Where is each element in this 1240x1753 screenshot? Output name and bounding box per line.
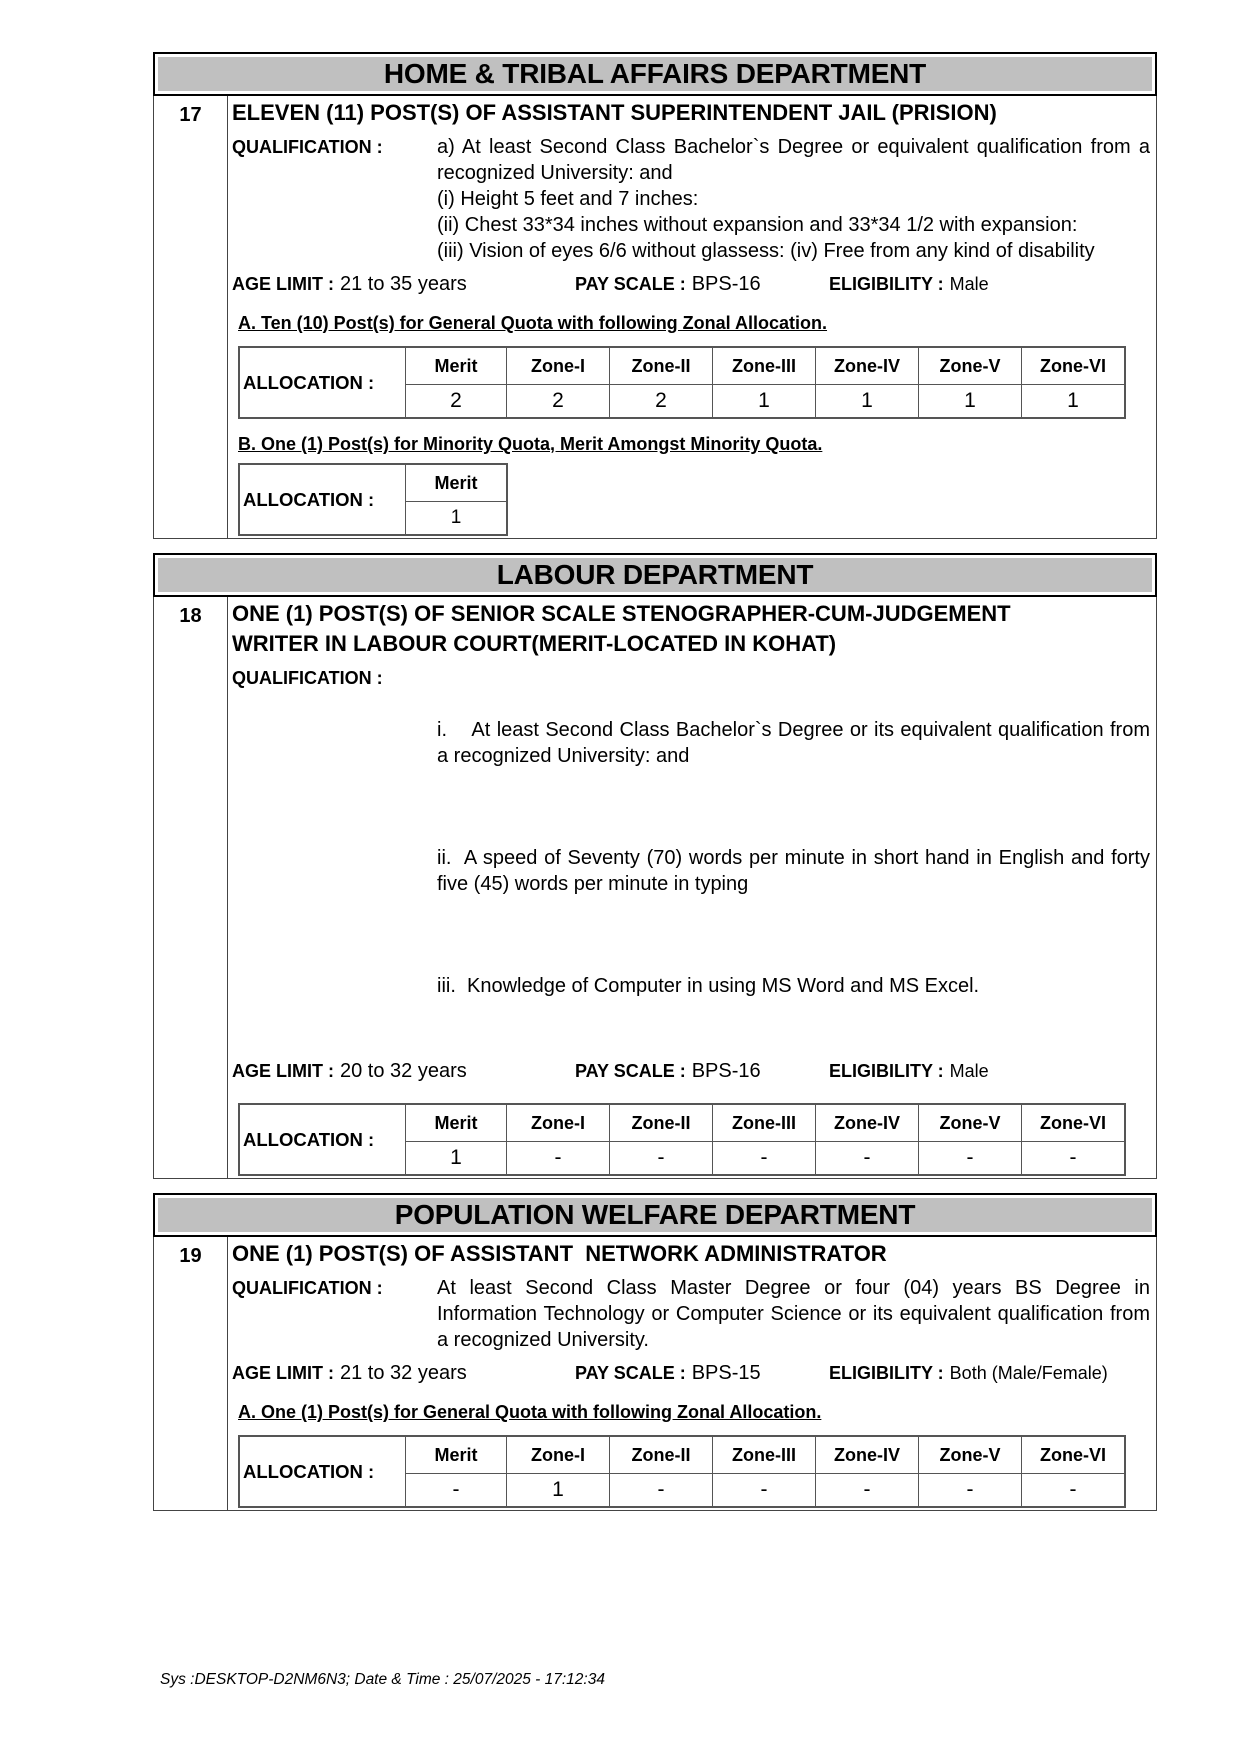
post-meta-row — [232, 270, 1150, 298]
allocation-value: - — [610, 1474, 713, 1508]
eligibility — [829, 1057, 1150, 1085]
qualification-label: QUALIFICATION : — [232, 137, 383, 157]
allocation-label: ALLOCATION : — [239, 464, 406, 535]
allocation-table — [238, 463, 508, 536]
allocation-value: 2 — [610, 385, 713, 419]
allocation-table — [238, 346, 1126, 419]
post-section-19 — [153, 1237, 1157, 1511]
qualification-text — [437, 665, 1156, 1051]
department-header-home-tribal — [153, 52, 1157, 96]
qualification-line: i. At least Second Class Bachelor`s Degree or its equivalent qualification from a recognized University: and — [437, 719, 1156, 767]
department-title: HOME & TRIBAL AFFAIRS DEPARTMENT — [158, 57, 1152, 91]
post-title: ELEVEN (11) POST(S) OF ASSISTANT SUPERINTENDENT JAIL (PRISION) — [232, 100, 997, 125]
eligibility-value: Male — [949, 1061, 989, 1081]
allocation-value: - — [1022, 1474, 1126, 1508]
column-header: Zone-I — [507, 1436, 610, 1474]
eligibility-value: Male — [949, 274, 989, 294]
pay-scale-label: PAY SCALE : — [575, 1363, 686, 1383]
age-limit-value: 21 to 35 years — [340, 273, 467, 295]
post-meta-row — [232, 1057, 1150, 1085]
department-title: POPULATION WELFARE DEPARTMENT — [158, 1198, 1152, 1232]
allocation-label: ALLOCATION : — [239, 347, 406, 418]
eligibility-label: ELIGIBILITY : — [829, 1363, 944, 1383]
qualification-line: (ii) Chest 33*34 inches without expansion and 33*34 1/2 with expansion: — [437, 214, 1078, 236]
qualification-text — [437, 1275, 1150, 1353]
post-number: 17 — [154, 96, 228, 538]
column-header: Zone-II — [610, 1436, 713, 1474]
allocation-value: - — [406, 1474, 507, 1508]
age-limit — [232, 270, 575, 298]
post-title-line-1: ONE (1) POST(S) OF SENIOR SCALE STENOGRAPHER-CUM-JUDGEMENT — [232, 601, 1011, 626]
age-limit-label: AGE LIMIT : — [232, 274, 334, 294]
qualification-label: QUALIFICATION : — [232, 668, 383, 688]
allocation-value: 2 — [406, 385, 507, 419]
allocation-label: ALLOCATION : — [239, 1104, 406, 1175]
allocation-value: - — [816, 1474, 919, 1508]
allocation-value: - — [919, 1474, 1022, 1508]
post-title-line-2: WRITER IN LABOUR COURT(MERIT-LOCATED IN KOHAT) — [232, 631, 837, 656]
column-header: Zone-VI — [1022, 1436, 1126, 1474]
qualification-row — [232, 134, 1150, 264]
eligibility-value: Both (Male/Female) — [949, 1363, 1108, 1383]
qualification-line: iii. Knowledge of Computer in using MS Word and MS Excel. — [437, 975, 980, 997]
quota-heading: B. One (1) Post(s) for Minority Quota, Merit Amongst Minority Quota. — [238, 434, 823, 454]
column-header: Zone-V — [919, 347, 1022, 385]
column-header: Zone-I — [507, 347, 610, 385]
quota-heading: A. Ten (10) Post(s) for General Quota with following Zonal Allocation. — [238, 313, 828, 333]
post-section-17 — [153, 96, 1157, 539]
post-title: ONE (1) POST(S) OF ASSISTANT NETWORK ADMINISTRATOR — [232, 1241, 887, 1266]
allocation-value: - — [713, 1474, 816, 1508]
column-header: Zone-IV — [816, 1104, 919, 1142]
column-header: Merit — [406, 1104, 507, 1142]
column-header: Zone-III — [713, 1104, 816, 1142]
pay-scale — [575, 270, 829, 298]
pay-scale-value: BPS-16 — [691, 273, 761, 295]
allocation-value: 1 — [713, 385, 816, 419]
allocation-label: ALLOCATION : — [239, 1436, 406, 1507]
allocation-value: - — [507, 1142, 610, 1176]
allocation-table — [238, 1435, 1126, 1508]
column-header: Zone-V — [919, 1436, 1022, 1474]
qualification-line: ii. A speed of Seventy (70) words per minute in short hand in English and forty five (45) words per minute in typing — [437, 847, 1156, 895]
department-header-labour — [153, 553, 1157, 597]
age-limit-label: AGE LIMIT : — [232, 1061, 334, 1081]
system-footer: Sys :DESKTOP-D2NM6N3; Date & Time : 25/07/2025 - 17:12:34 — [160, 1671, 605, 1688]
department-header-population-welfare — [153, 1193, 1157, 1237]
allocation-value: - — [713, 1142, 816, 1176]
qualification-line: At least Second Class Master Degree or four (04) years BS Degree in Information Technology or Computer Science or its equivalent qualification from a recognized University. — [437, 1277, 1150, 1351]
qualification-text — [437, 134, 1150, 264]
qualification-row — [232, 1275, 1150, 1353]
age-limit-value: 20 to 32 years — [340, 1060, 467, 1082]
post-number: 19 — [154, 1237, 228, 1510]
column-header: Merit — [406, 347, 507, 385]
pay-scale — [575, 1057, 829, 1085]
allocation-value: - — [1022, 1142, 1126, 1176]
post-section-18 — [153, 597, 1157, 1179]
column-header: Zone-VI — [1022, 347, 1126, 385]
column-header: Zone-II — [610, 347, 713, 385]
qualification-line: (iii) Vision of eyes 6/6 without glassess: (iv) Free from any kind of disability — [437, 240, 1095, 262]
age-limit-value: 21 to 32 years — [340, 1362, 467, 1384]
column-header: Zone-III — [713, 347, 816, 385]
column-header: Zone-IV — [816, 1436, 919, 1474]
allocation-value: 2 — [507, 385, 610, 419]
allocation-value: 1 — [816, 385, 919, 419]
allocation-value: 1 — [406, 1142, 507, 1176]
allocation-value: - — [919, 1142, 1022, 1176]
department-title: LABOUR DEPARTMENT — [158, 558, 1152, 592]
post-meta-row — [232, 1359, 1150, 1387]
quota-heading: A. One (1) Post(s) for General Quota with following Zonal Allocation. — [238, 1402, 822, 1422]
age-limit-label: AGE LIMIT : — [232, 1363, 334, 1383]
age-limit — [232, 1359, 575, 1387]
qualification-line: a) At least Second Class Bachelor`s Degree or equivalent qualification from a recognized University: and — [437, 136, 1150, 184]
pay-scale-label: PAY SCALE : — [575, 274, 686, 294]
eligibility-label: ELIGIBILITY : — [829, 274, 944, 294]
post-number: 18 — [154, 597, 228, 1178]
column-header: Merit — [406, 464, 508, 502]
column-header: Zone-VI — [1022, 1104, 1126, 1142]
column-header: Zone-IV — [816, 347, 919, 385]
pay-scale-label: PAY SCALE : — [575, 1061, 686, 1081]
age-limit — [232, 1057, 575, 1085]
allocation-value: 1 — [1022, 385, 1126, 419]
column-header: Zone-III — [713, 1436, 816, 1474]
qualification-label: QUALIFICATION : — [232, 1278, 383, 1298]
pay-scale — [575, 1359, 829, 1387]
column-header: Zone-V — [919, 1104, 1022, 1142]
allocation-table — [238, 1103, 1126, 1176]
allocation-value: 1 — [919, 385, 1022, 419]
column-header: Zone-II — [610, 1104, 713, 1142]
eligibility — [829, 270, 1150, 298]
allocation-value: - — [816, 1142, 919, 1176]
eligibility-label: ELIGIBILITY : — [829, 1061, 944, 1081]
eligibility — [829, 1359, 1150, 1387]
qualification-row — [232, 665, 1156, 1051]
qualification-line: (i) Height 5 feet and 7 inches: — [437, 188, 699, 210]
pay-scale-value: BPS-16 — [691, 1060, 761, 1082]
column-header: Merit — [406, 1436, 507, 1474]
allocation-value: 1 — [406, 502, 508, 536]
allocation-value: - — [610, 1142, 713, 1176]
pay-scale-value: BPS-15 — [691, 1362, 761, 1384]
allocation-value: 1 — [507, 1474, 610, 1508]
column-header: Zone-I — [507, 1104, 610, 1142]
